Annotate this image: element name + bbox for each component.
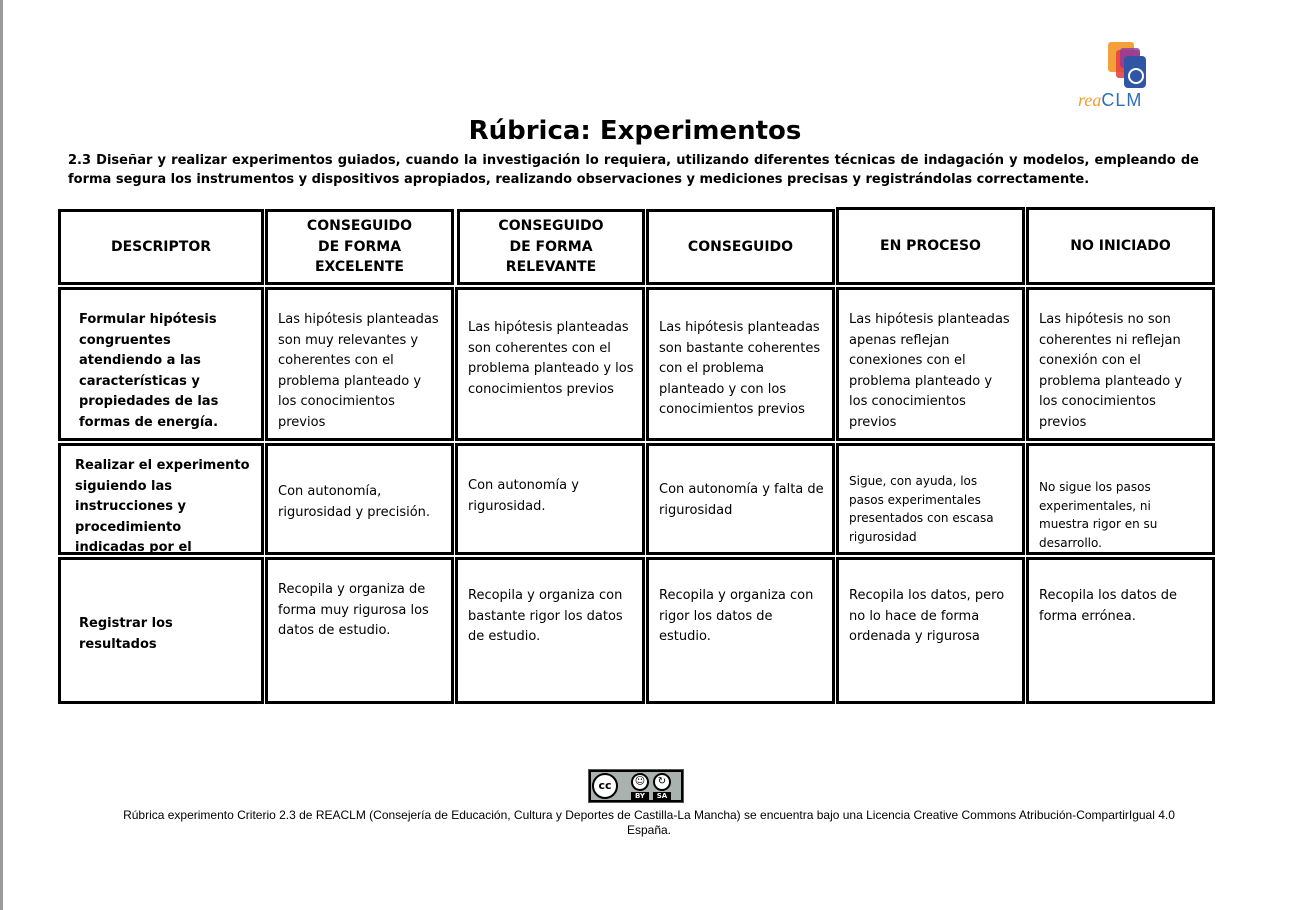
logo-ring-icon <box>1128 68 1144 84</box>
header-descriptor: DESCRIPTOR <box>58 209 264 285</box>
header-excelente: CONSEGUIDO DE FORMA EXCELENTE <box>265 209 454 285</box>
badge-label-sa: SA <box>653 792 671 801</box>
row-3-conseguido: Recopila y organiza con rigor los datos de estudio. <box>646 557 835 704</box>
header-conseguido: CONSEGUIDO <box>646 209 835 285</box>
row-1-conseguido: Las hipótesis planteadas son bastante coherentes con el problema planteado y con los conocimientos previos <box>646 287 835 441</box>
logo-wordmark: reaCLM <box>1078 90 1143 110</box>
attribution-icon: ☺ <box>631 773 649 791</box>
row-1-en-proceso: Las hipótesis planteadas apenas reflejan conexiones con el problema planteado y los conocimientos previos <box>836 287 1025 441</box>
share-alike-icon: ↻ <box>653 773 671 791</box>
row-3-excelente: Recopila y organiza de forma muy rigurosa los datos de estudio. <box>265 557 454 704</box>
row-2-relevante: Con autonomía y rigurosidad. <box>455 443 645 555</box>
header-relevante: CONSEGUIDO DE FORMA RELEVANTE <box>457 209 645 285</box>
row-2-en-proceso: Sigue, con ayuda, los pasos experimentales presentados con escasa rigurosidad <box>836 443 1025 555</box>
badge-label-by: BY <box>631 792 649 801</box>
row-3-en-proceso: Recopila los datos, pero no lo hace de forma ordenada y rigurosa <box>836 557 1025 704</box>
row-2-conseguido: Con autonomía y falta de rigurosidad <box>646 443 835 555</box>
row-1-no-iniciado: Las hipótesis no son coherentes ni reflejan conexión con el problema planteado y los conocimientos previos <box>1026 287 1215 441</box>
row-1-excelente: Las hipótesis planteadas son muy relevantes y coherentes con el problema planteado y los conocimientos previos <box>265 287 454 441</box>
page-title: Rúbrica: Experimentos <box>468 116 802 146</box>
row-1-descriptor: Formular hipótesis congruentes atendiendo a las características y propiedades de las formas de energía. <box>58 287 264 441</box>
reaclm-logo <box>1078 40 1178 112</box>
cc-by-sa-badge <box>588 769 684 803</box>
criterion-text: 2.3 Diseñar y realizar experimentos guiados, cuando la investigación lo requiera, utilizando diferentes técnicas de indagación y modelos, empleando de forma segura los instrumentos y dispositivos apropiados, realizando observaciones y mediciones precisas y registrándolas correctamente. <box>68 153 1199 187</box>
row-1-relevante: Las hipótesis planteadas son coherentes con el problema planteado y los conocimientos previos <box>455 287 645 441</box>
header-en-proceso: EN PROCESO <box>836 207 1025 285</box>
row-2-excelente: Con autonomía, rigurosidad y precisión. <box>265 443 454 555</box>
license-footer: Rúbrica experimento Criterio 2.3 de REACLM (Consejería de Educación, Cultura y Deportes de Castilla-La Mancha) se encuentra bajo una Licencia Creative Commons Atribución-CompartirIgual 4.0 España. <box>123 808 1175 837</box>
row-2-descriptor: Realizar el experimento siguiendo las instrucciones y procedimiento indicadas por el <box>58 443 264 555</box>
header-no-iniciado: NO INICIADO <box>1026 207 1215 285</box>
creative-commons-icon: cc <box>592 773 618 799</box>
row-2-no-iniciado: No sigue los pasos experimentales, ni muestra rigor en su desarrollo. <box>1026 443 1215 555</box>
row-3-relevante: Recopila y organiza con bastante rigor los datos de estudio. <box>455 557 645 704</box>
row-3-no-iniciado: Recopila los datos de forma errónea. <box>1026 557 1215 704</box>
row-3-descriptor: Registrar los resultados <box>58 557 264 704</box>
